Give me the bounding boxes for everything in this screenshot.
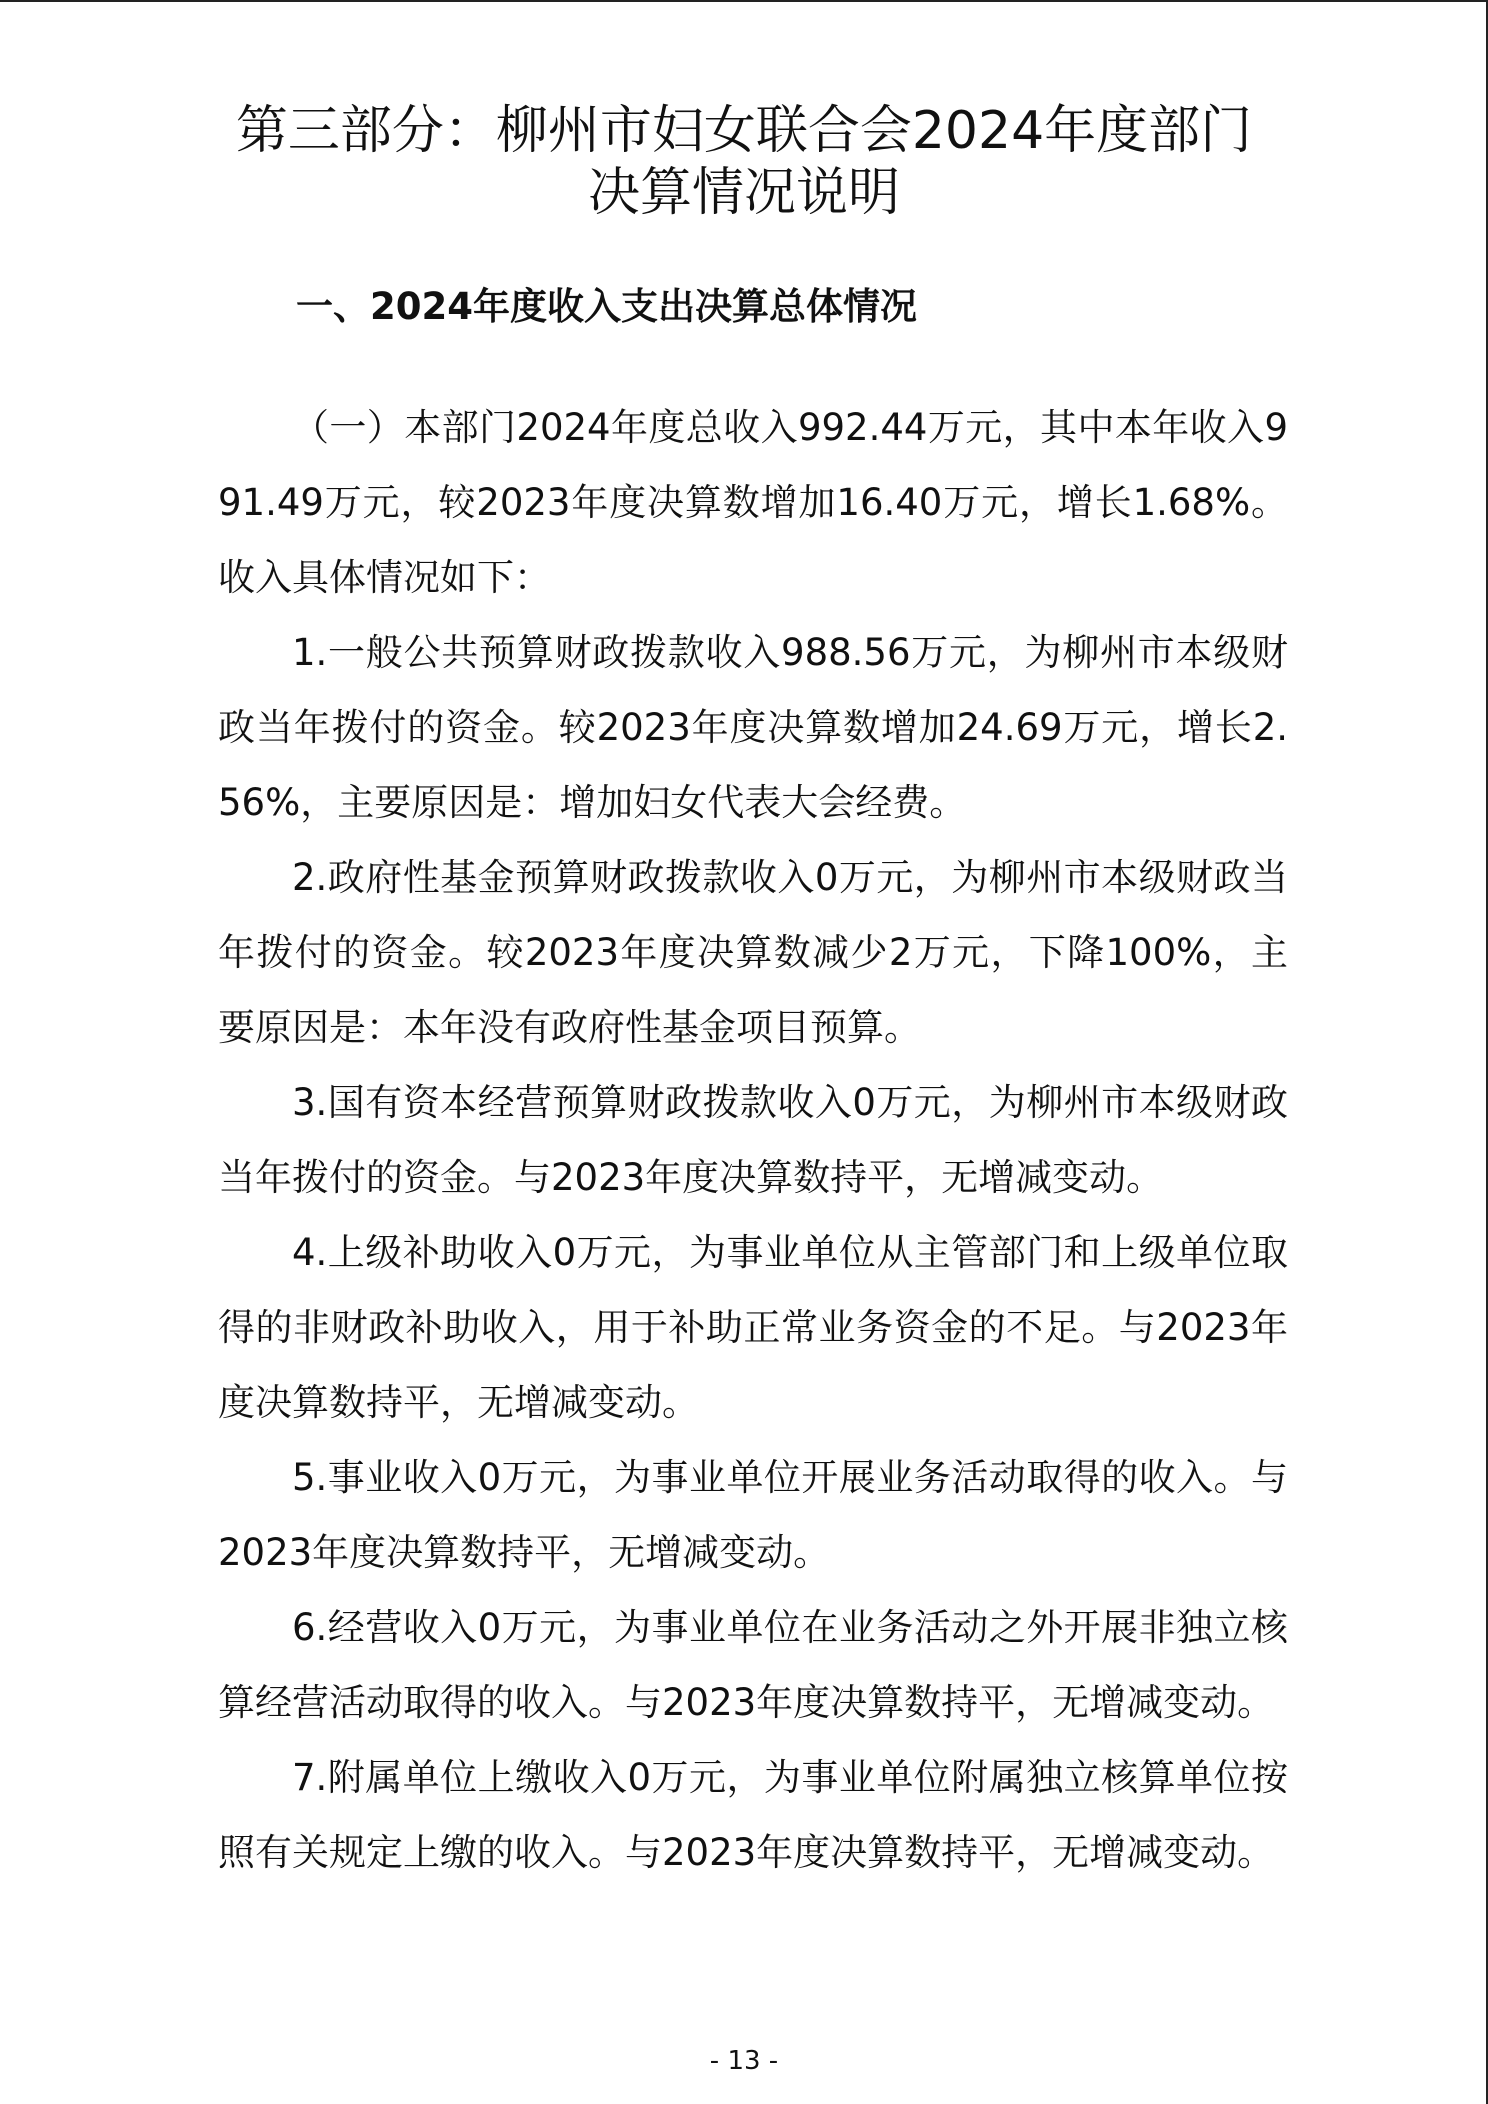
page-title [160, 100, 1328, 224]
page-border-top [0, 0, 1488, 2]
paragraph-government-fund: 2.政府性基金预算财政拨款收入0万元，为柳州市本级财政当年拨付的资金。较2023年度决算数减少2万元，下降100%，主要原因是：本年没有政府性基金项目预算。 [218, 856, 1288, 1049]
page-title-line-2: 决算情况说明 [587, 163, 900, 223]
page-title-line-1: 第三部分：柳州市妇女联合会2024年度部门 [235, 101, 1253, 161]
paragraph-total-income: （一）本部门2024年度总收入992.44万元，其中本年收入991.49万元，较2023年度决算数增加16.40万元，增长1.68%。收入具体情况如下： [218, 406, 1288, 599]
section-heading: 一、2024年度收入支出决算总体情况 [296, 285, 917, 328]
paragraph-state-capital: 3.国有资本经营预算财政拨款收入0万元，为柳州市本级财政当年拨付的资金。与2023年度决算数持平，无增减变动。 [218, 1081, 1288, 1199]
page-number: - 13 - [709, 2046, 779, 2076]
paragraph-affiliated-income: 7.附属单位上缴收入0万元，为事业单位附属独立核算单位按照有关规定上缴的收入。与2023年度决算数持平，无增减变动。 [218, 1756, 1288, 1874]
paragraph-business-income: 5.事业收入0万元，为事业单位开展业务活动取得的收入。与2023年度决算数持平，无增减变动。 [218, 1456, 1288, 1574]
paragraph-superior-subsidy: 4.上级补助收入0万元，为事业单位从主管部门和上级单位取得的非财政补助收入，用于补助正常业务资金的不足。与2023年度决算数持平，无增减变动。 [218, 1231, 1288, 1424]
paragraph-general-budget: 1.一般公共预算财政拨款收入988.56万元，为柳州市本级财政当年拨付的资金。较2023年度决算数增加24.69万元，增长2.56%，主要原因是：增加妇女代表大会经费。 [218, 631, 1288, 824]
document-body [218, 390, 1288, 1890]
paragraph-operating-income: 6.经营收入0万元，为事业单位在业务活动之外开展非独立核算经营活动取得的收入。与2023年度决算数持平，无增减变动。 [218, 1606, 1288, 1724]
